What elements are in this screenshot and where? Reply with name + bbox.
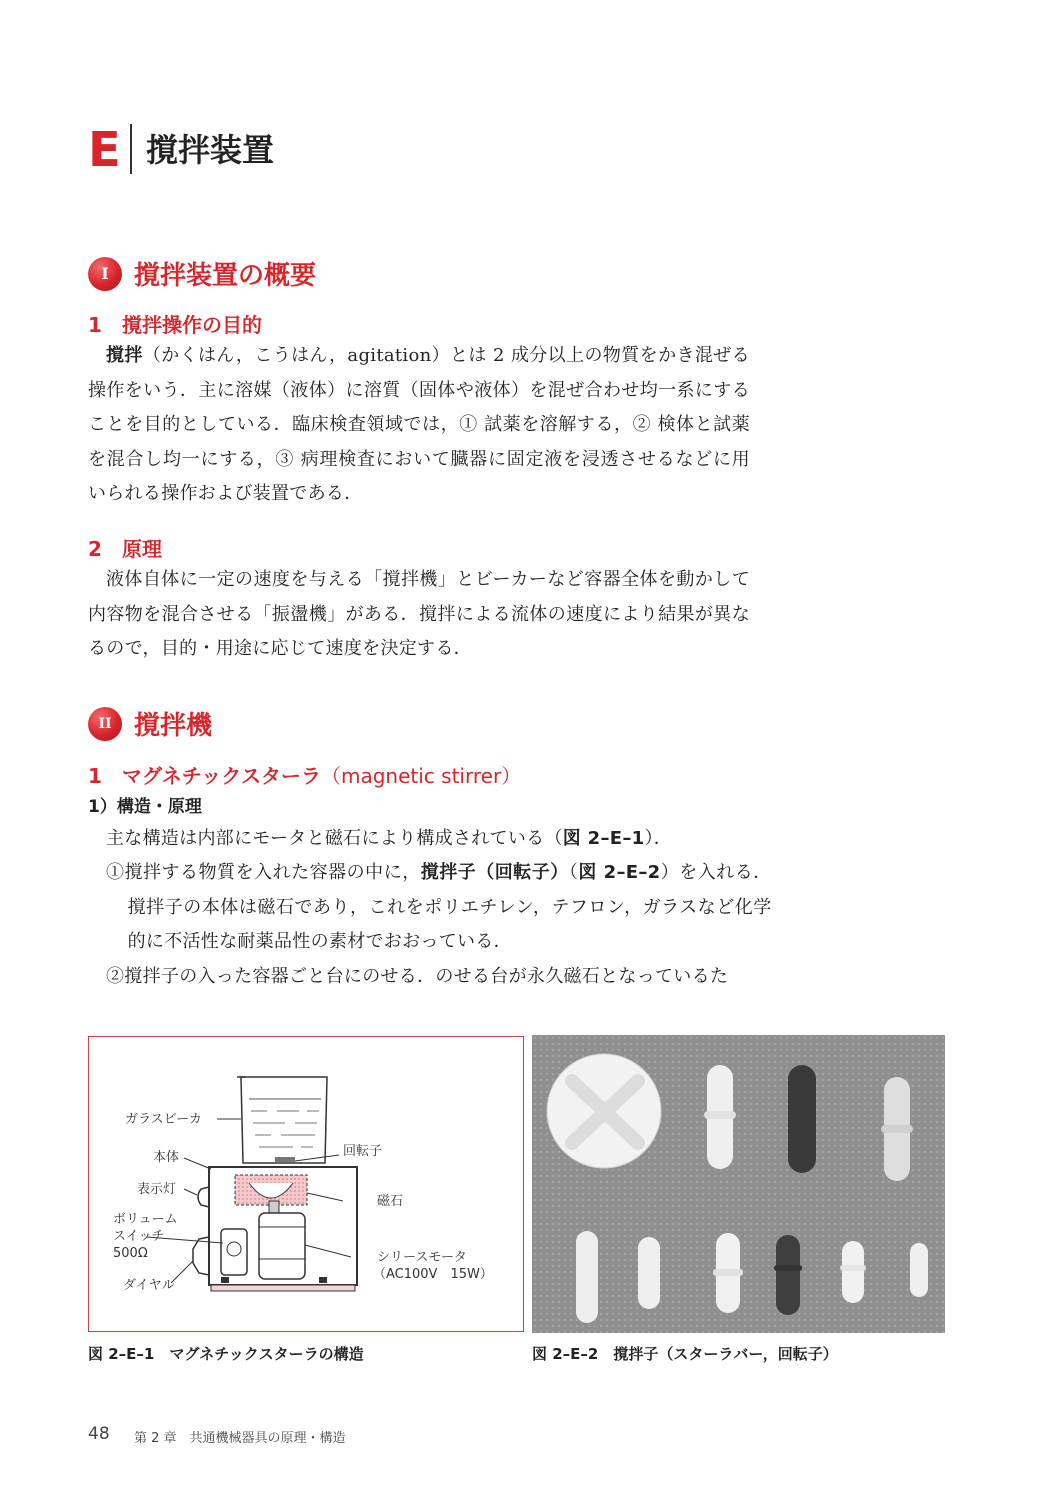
text: ）を入れる．撹拌子の本体は磁石であり，これをポリエチレン，テフロン，ガラスなど化学的に不活性な耐薬品性の素材でおおっている． xyxy=(127,862,772,952)
paragraph-text: （かくはん，こうはん，agitation）とは 2 成分以上の物質をかき混ぜる操作をいう．主に溶媒（液体）に溶質（固体や液体）を混ぜ合わせ均一系にすることを目的としている．臨床検査領域では，① 試薬を溶解する，② 検体と試薬を混合し均一にする，③ 病理検査において臓器に固定液を浸透させるなどに用いられる操作および装置である． xyxy=(88,345,750,504)
lamp-icon xyxy=(198,1187,209,1207)
subheading-english: （magnetic stirrer） xyxy=(321,764,522,788)
subheading-2-1 xyxy=(88,762,521,790)
figure-ref-2: 図 2–E–2 xyxy=(578,862,661,883)
running-footer: 第 2 章 共通機械器具の原理・構造 xyxy=(134,1431,346,1446)
text: 主な構造は内部にモータと磁石により構成されている（ xyxy=(106,828,563,849)
figure-1-frame xyxy=(88,1036,524,1332)
label-body: 本体 xyxy=(153,1150,180,1165)
page-number: 48 xyxy=(88,1424,110,1444)
label-motor: シリースモータ xyxy=(377,1250,467,1265)
paragraph-principle: 液体自体に一定の速度を与える「撹拌機」とビーカーなど容器全体を動かして内容物を混合させる「振盪機」がある．撹拌による流体の速度により結果が異なるので，目的・用途に応じて速度を決定する． xyxy=(88,569,750,659)
label-switch: スイッチ xyxy=(113,1229,165,1244)
text: ）． xyxy=(644,828,673,849)
paragraph-step-2: ②撹拌子の入った容器ごと台にのせる．のせる台が永久磁石となっているた xyxy=(106,966,729,987)
text: ①撹拌する物質を入れた容器の中に， xyxy=(106,862,421,883)
label-dial: ダイヤル xyxy=(123,1278,175,1293)
subheading-text: 撹拌操作の目的 xyxy=(122,313,262,337)
label-beaker: ガラスビーカ xyxy=(125,1112,202,1127)
paragraph-purpose xyxy=(88,339,750,512)
label-rotor: 回転子 xyxy=(343,1144,383,1159)
figure-1-caption: 図 2–E–1 マグネチックスターラの構造 xyxy=(88,1345,364,1363)
stir-bars-image xyxy=(532,1035,945,1333)
label-motor-spec: （AC100V 15W） xyxy=(373,1267,493,1282)
stirrer-diagram xyxy=(89,1037,523,1331)
label-volume: ボリューム xyxy=(113,1212,178,1227)
section-badge-2: II xyxy=(88,707,122,741)
label-magnet: 磁石 xyxy=(377,1194,404,1209)
term-agitation: 撹拌 xyxy=(106,345,143,366)
section-badge-1: I xyxy=(88,257,122,291)
text: （ xyxy=(568,862,579,883)
subheading-text: 原理 xyxy=(122,537,162,561)
chapter-divider xyxy=(130,124,132,174)
subheading-1-1 xyxy=(88,311,262,339)
subheading-number: 1 xyxy=(88,764,102,788)
label-ohm: 500Ω xyxy=(113,1246,148,1261)
figure-ref-1: 図 2–E–1 xyxy=(562,828,645,849)
dial-icon xyxy=(193,1237,209,1275)
beaker-icon xyxy=(237,1077,327,1163)
section-title-1: 撹拌装置の概要 xyxy=(134,261,317,291)
term-stir-bar: 撹拌子（回転子） xyxy=(420,862,569,883)
paragraph-structure xyxy=(106,822,750,857)
subheading-text: マグネチックスターラ xyxy=(122,764,321,788)
subheading-number: 1 xyxy=(88,313,102,337)
figure-2-caption: 図 2–E–2 撹拌子（スターラバー，回転子） xyxy=(532,1345,838,1363)
section-title-2: 撹拌機 xyxy=(134,711,213,741)
paragraph-step-1 xyxy=(106,856,772,960)
chapter-title: 撹拌装置 xyxy=(146,131,275,169)
stirrer-body-icon xyxy=(209,1167,357,1291)
subheading-number: 2 xyxy=(88,537,102,561)
subsubheading-structure: 1）構造・原理 xyxy=(88,797,202,817)
subheading-1-2 xyxy=(88,535,162,563)
chapter-letter: E xyxy=(88,122,121,178)
label-lamp: 表示灯 xyxy=(137,1182,177,1197)
stir-bar-photo xyxy=(532,1035,945,1333)
